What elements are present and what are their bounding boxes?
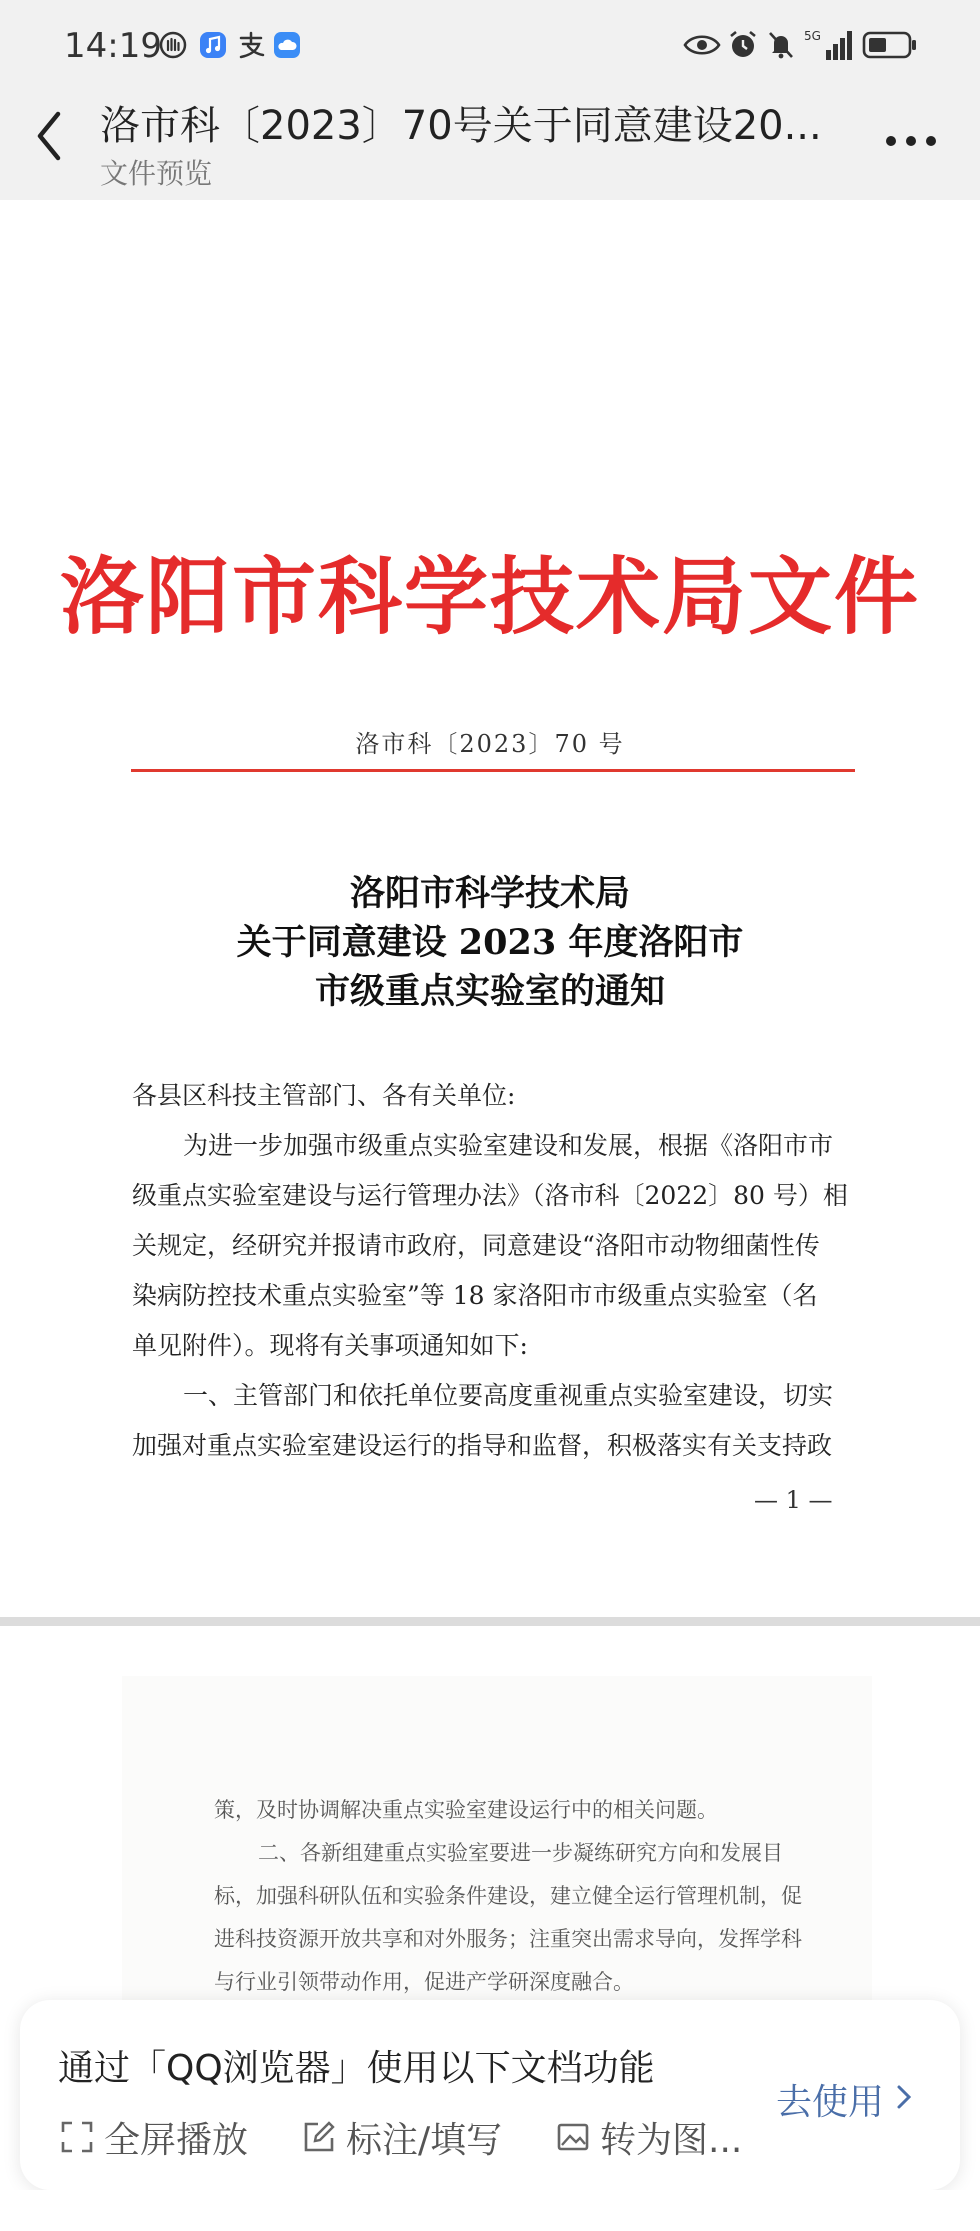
- body-line: 一、主管部门和依托单位要高度重视重点实验室建设，切实: [183, 1381, 834, 1410]
- notice-title-line: 市级重点实验室的通知: [314, 971, 665, 1012]
- page2-line: 标，加强科研队伍和实验条件建设，建立健全运行管理机制，促: [214, 1884, 802, 1908]
- fullscreen-icon: [60, 2120, 94, 2154]
- document-subtitle: 文件预览: [100, 157, 213, 190]
- eye-icon: [682, 28, 722, 62]
- network-label: 5G: [804, 29, 821, 43]
- status-time: 14:19: [64, 26, 162, 66]
- more-dot-icon: [906, 136, 916, 146]
- header-bar: [0, 70, 980, 200]
- annotate-fill-option[interactable]: [302, 2112, 502, 2162]
- page2-line: 与行业引领带动作用，促进产学研深度融合。: [214, 1970, 634, 1994]
- issuer-heading: 洛阳市科学技术局文件: [59, 547, 920, 646]
- next-page-peek: [0, 2190, 980, 2231]
- document-title: 洛市科〔2023〕70号关于同意建设20...: [100, 103, 822, 149]
- salutation: 各县区科技主管部门、各有关单位:: [132, 1081, 516, 1110]
- promo-title: 通过「QQ浏览器」使用以下文档功能: [58, 2048, 655, 2089]
- back-button[interactable]: [30, 108, 70, 164]
- mute-icon: [764, 28, 798, 62]
- page2-line: 二、各新组建重点实验室要进一步凝练研究方向和发展目: [258, 1841, 783, 1865]
- go-use-button[interactable]: 去使用: [776, 2082, 885, 2123]
- cloud-icon: [270, 28, 304, 62]
- more-dot-icon: [886, 136, 896, 146]
- feature-label: 全屏播放: [104, 2119, 249, 2161]
- feature-label: 转为图...: [600, 2119, 743, 2161]
- page-number: — 1 —: [754, 1486, 833, 1514]
- qq-browser-promo-sheet: [20, 2000, 960, 2190]
- alipay-icon: [234, 28, 268, 62]
- convert-to-image-option[interactable]: [556, 2112, 742, 2162]
- more-options-button[interactable]: [886, 136, 936, 148]
- body-line: 为进一步加强市级重点实验室建设和发展，根据《洛阳市市: [183, 1131, 834, 1160]
- red-divider-line: [131, 769, 855, 772]
- document-page-1[interactable]: [0, 200, 980, 1617]
- page2-line: 策，及时协调解决重点实验室建设运行中的相关问题。: [214, 1798, 718, 1822]
- body-line: 加强对重点实验室建设运行的指导和监督，积极落实有关支持政: [132, 1431, 833, 1460]
- more-dot-icon: [926, 136, 936, 146]
- body-line: 关规定，经研究并报请市政府，同意建设“洛阳市动物细菌性传: [132, 1231, 820, 1260]
- body-line: 染病防控技术重点实验室”等 18 家洛阳市市级重点实验室（名: [132, 1281, 818, 1310]
- edit-icon: [302, 2120, 336, 2154]
- battery-icon: [862, 28, 918, 62]
- hand-icon: [156, 28, 190, 62]
- page-divider: [0, 1617, 980, 1626]
- fullscreen-play-option[interactable]: [60, 2112, 248, 2162]
- document-number: 洛市科〔2023〕70 号: [355, 730, 625, 758]
- chevron-right-icon: [896, 2084, 912, 2110]
- notice-title-line: 洛阳市科学技术局: [349, 873, 630, 914]
- page2-line: 进科技资源开放共享和对外服务；注重突出需求导向，发挥学科: [214, 1927, 802, 1951]
- feature-label: 标注/填写: [346, 2119, 503, 2161]
- signal-icon: [802, 28, 856, 62]
- body-line: 级重点实验室建设与运行管理办法》（洛市科〔2022〕80 号）相: [132, 1181, 848, 1210]
- alarm-icon: [726, 28, 760, 62]
- image-icon: [556, 2120, 590, 2154]
- chevron-left-icon: [30, 108, 70, 164]
- body-line: 单见附件）。现将有关事项通知如下:: [132, 1331, 528, 1360]
- music-icon: [196, 28, 230, 62]
- notice-title-line: 关于同意建设 2023 年度洛阳市: [236, 922, 744, 963]
